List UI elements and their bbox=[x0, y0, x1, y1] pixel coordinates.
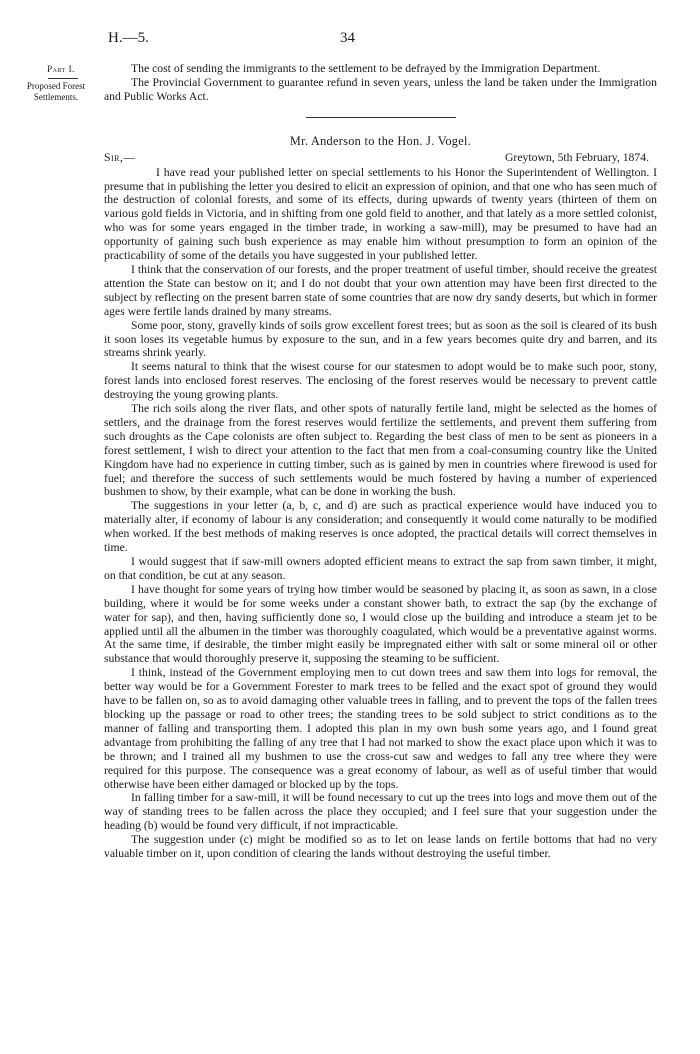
letter-paragraph: The rich soils along the river flats, and other spots of naturally fertile land, might be selected as the homes of settlers, and the drainage from the forest reserves would fertilize the settlements, and prevent them suffering from such droughts as the Cape colonists are often subject to. Regarding the best class of men to be sent as pioneers in a forest settlement, I wish to direct your attention to the fact that men from a coal-consuming country like the United Kingdom have had no experience in cutting timber, such as is gained by men in countries where firewood is used for fuel; and therefore the success of such settlements would be much fostered by having a number of experienced bushmen to show, by their example, what can be done in working the bush. bbox=[104, 402, 657, 499]
intro-paragraph: The cost of sending the immigrants to the settlement to be defrayed by the Immigration Department. bbox=[131, 62, 601, 75]
letter-paragraph: In falling timber for a saw-mill, it will be found necessary to cut up the trees into logs and move them out of the way of standing trees to be fallen across the place they occupied; and I feel sure that your suggestion under the heading (b) would be found very difficult, if not impracticable. bbox=[104, 791, 657, 833]
page-body bbox=[104, 62, 657, 861]
letter-paragraph: I think, instead of the Government employing men to cut down trees and saw them into logs for removal, the better way would be for a Government Forester to mark trees to be felled and the exact spot of ground they would have to be fallen on, so as to avoid damaging other valuable trees in falling, and to prevent the tops of the fallen trees blocking up the passage or road to other trees; the standing trees to be sold subject to strict conditions as to the manner of falling and transporting them. I adopted this plan in my own bush some years ago, and I found great advantage from prohibiting the falling of any tree that I had not marked to show the exact place upon which it was to be thrown; and I trained all my bushmen to use the cross-cut saw and wedges to fall any tree where they were required for this purpose. The consequence was a great economy of labour, as well as of useful timber that would otherwise have been either damaged or blocked up by the tops. bbox=[104, 666, 657, 791]
letter-title: Mr. Anderson to the Hon. J. Vogel. bbox=[289, 133, 472, 148]
document-reference: H.—5. bbox=[108, 30, 149, 46]
margin-title: Proposed Forest Settlements. bbox=[26, 81, 86, 102]
margin-note bbox=[14, 64, 98, 103]
margin-rule bbox=[48, 78, 78, 79]
letter-paragraph: The suggestion under (c) might be modified so as to let on lease lands on fertile bottoms that had no very valuable timber on it, upon condition of clearing the lands without destroying the useful timber. bbox=[104, 833, 657, 861]
page-number: 34 bbox=[340, 30, 355, 46]
letter-paragraph: I have read your published letter on special settlements to his Honor the Superintendent of Wellington. I presume that in publishing the letter you desired to elicit an expression of opinion, and that one who has seen much of the destruction of colonial forests, and some of its effects, during upwards of twenty years (thirteen of them on various gold fields in Victoria, and in shifting from one gold field to another, and that lately as a more settled colonist, who was for some years engaged in the timber trade, in working a saw-mill), may be presumed to have had an opportunity of gaining such bush experience as may enable him without presumption to form an opinion of the practicability of some of the details you have suggested in your published letter. bbox=[104, 165, 657, 263]
place-date: Greytown, 5th February, 1874. bbox=[504, 150, 649, 164]
margin-part-label: Part I. bbox=[47, 64, 75, 74]
section-divider bbox=[306, 117, 456, 118]
intro-paragraph: The Provincial Government to guarantee refund in seven years, unless the land be taken under the Immigration and Public Works Act. bbox=[104, 75, 657, 103]
letter-heading bbox=[104, 151, 657, 166]
letter-paragraph: I have thought for some years of trying how timber would be seasoned by placing it, as soon as sawn, in a close building, where it would be for some weeks under a constant shower bath, to extract the sap (by the exchange of water for sap), and then, having sufficiently done so, I would close up the building and introduce a steam jet to be applied until all the albumen in the timber was thoroughly coagulated, which would be a preventative against worms. At the same time, if desirable, the timber might easily be impregnated either with salt or some mineral oil or other substance that would thoroughly preserve it, supposing the steaming to be sufficient. bbox=[104, 582, 657, 666]
page-header bbox=[0, 30, 700, 50]
letter-paragraph: The suggestions in your letter (a, b, c, and d) are such as practical experience would have induced you to materially alter, if economy of labour is any consideration; and consequently it would come naturally to be modified when worked. If the best methods of making reserves is once adopted, the practical details will correct themselves in time. bbox=[104, 499, 657, 555]
letter-paragraph: I think that the conservation of our forests, and the proper treatment of useful timber, should receive the greatest attention the State can bestow on it; and I do not doubt that your own attention may have been first directed to the subject by reflecting on the present barren state of some countries that are now dry sandy deserts, but which in former ages were fertile lands drained by many streams. bbox=[104, 262, 657, 318]
letter-paragraph: I would suggest that if saw-mill owners adopted efficient means to extract the sap from sawn timber, it might, on that condition, be cut at any season. bbox=[104, 555, 657, 582]
salutation: Sir,— bbox=[104, 150, 136, 164]
letter-paragraph: It seems natural to think that the wisest course for our statesmen to adopt would be to make such poor, stony, forest lands into enclosed forest reserves. The enclosing of the forest reserves would be necessary to prevent cattle destroying the young growing plants. bbox=[104, 360, 657, 402]
letter-paragraph: Some poor, stony, gravelly kinds of soils grow excellent forest trees; but as soon as the soil is cleared of its bush it soon loses its vegetable humus by exposure to the sun, and in a few years becomes quite dry and barren, and its streams shrink yearly. bbox=[104, 318, 657, 360]
